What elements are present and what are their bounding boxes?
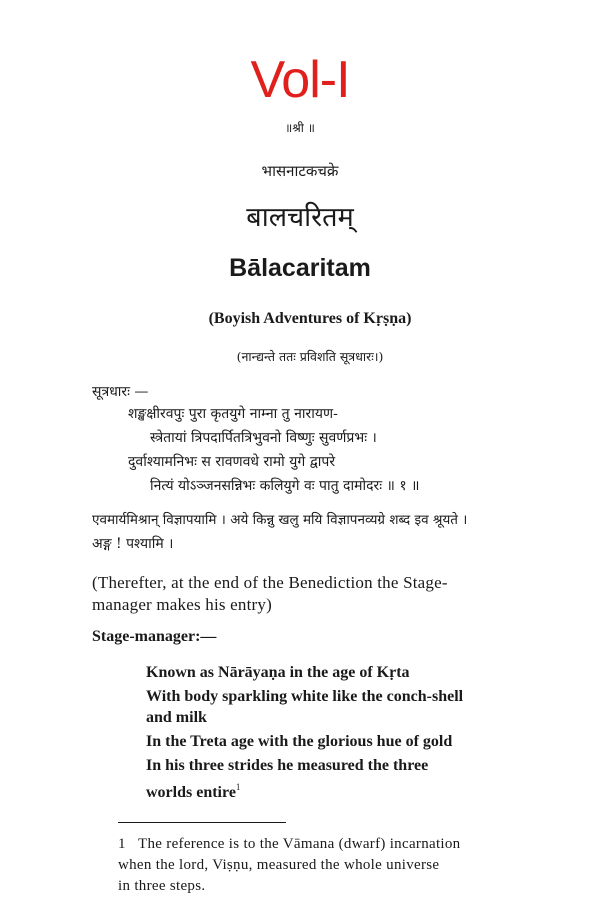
verse-line-english: With body sparkling white like the conch-shell: [146, 688, 464, 705]
stage-direction-english: (Therefter, at the end of the Benediction the Stage-: [92, 573, 448, 592]
volume-label: Vol-I: [250, 51, 350, 109]
play-title-roman: Bālacaritam: [229, 254, 371, 282]
verse-line-english: In his three strides he measured the three: [146, 757, 429, 774]
verse-line-english: Known as Nārāyaṇa in the age of Kṛta: [146, 664, 410, 681]
stage-direction-english: manager makes his entry): [92, 595, 272, 614]
verse-line-english: [146, 776, 240, 804]
play-title-devanagari: बालचरितम्: [246, 202, 354, 233]
footnote-line: The reference is to the Vāmana (dwarf) incarnation: [138, 836, 461, 852]
verse-line-english: and milk: [146, 709, 207, 726]
speaker-devanagari: सूत्रधारः —: [92, 384, 149, 400]
footnote-line: when the lord, Viṣṇu, measured the whole universe: [118, 857, 440, 873]
footnote-number: 1: [118, 836, 126, 852]
verse-line-devanagari: नित्यं योऽञ्जनसन्निभः कलियुगे वः पातु दामोदरः ॥ १ ॥: [150, 478, 420, 494]
invocation: ॥श्री ॥: [285, 121, 315, 135]
verse-line-devanagari: स्त्रेतायां त्रिपदार्पितत्रिभुवनो विष्णुः सुवर्णप्रभः ।: [150, 430, 377, 446]
verse-line-devanagari: शङ्खक्षीरवपुः पुरा कृतयुगे नाम्ना तु नारायण-: [128, 406, 338, 422]
footnote-divider: [118, 822, 286, 823]
prose-line-devanagari: अङ्ग ! पश्यामि ।: [92, 536, 174, 552]
verse-line-devanagari: दुर्वाश्यामनिभः स रावणवधे रामो युगे द्वापरे: [128, 454, 336, 470]
series-title-devanagari: भासनाटकचक्रे: [261, 162, 339, 180]
footnote-line: in three steps.: [118, 878, 206, 894]
verse-line-english: In the Treta age with the glorious hue of gold: [146, 733, 453, 750]
verse-text: worlds entire: [146, 784, 236, 801]
prose-line-devanagari: एवमार्यमिश्रान् विज्ञापयामि । अये किन्नु खलु मयि विज्ञापनव्यग्रे शब्द इव श्रूयते ।: [92, 512, 468, 528]
speaker-english: Stage-manager:—: [92, 628, 217, 645]
stage-direction-devanagari: (नान्द्यन्ते ततः प्रविशति सूत्रधारः।): [236, 349, 384, 364]
play-subtitle-english: (Boyish Adventures of Kṛṣṇa): [208, 310, 412, 327]
footnote-reference: 1: [235, 782, 241, 792]
